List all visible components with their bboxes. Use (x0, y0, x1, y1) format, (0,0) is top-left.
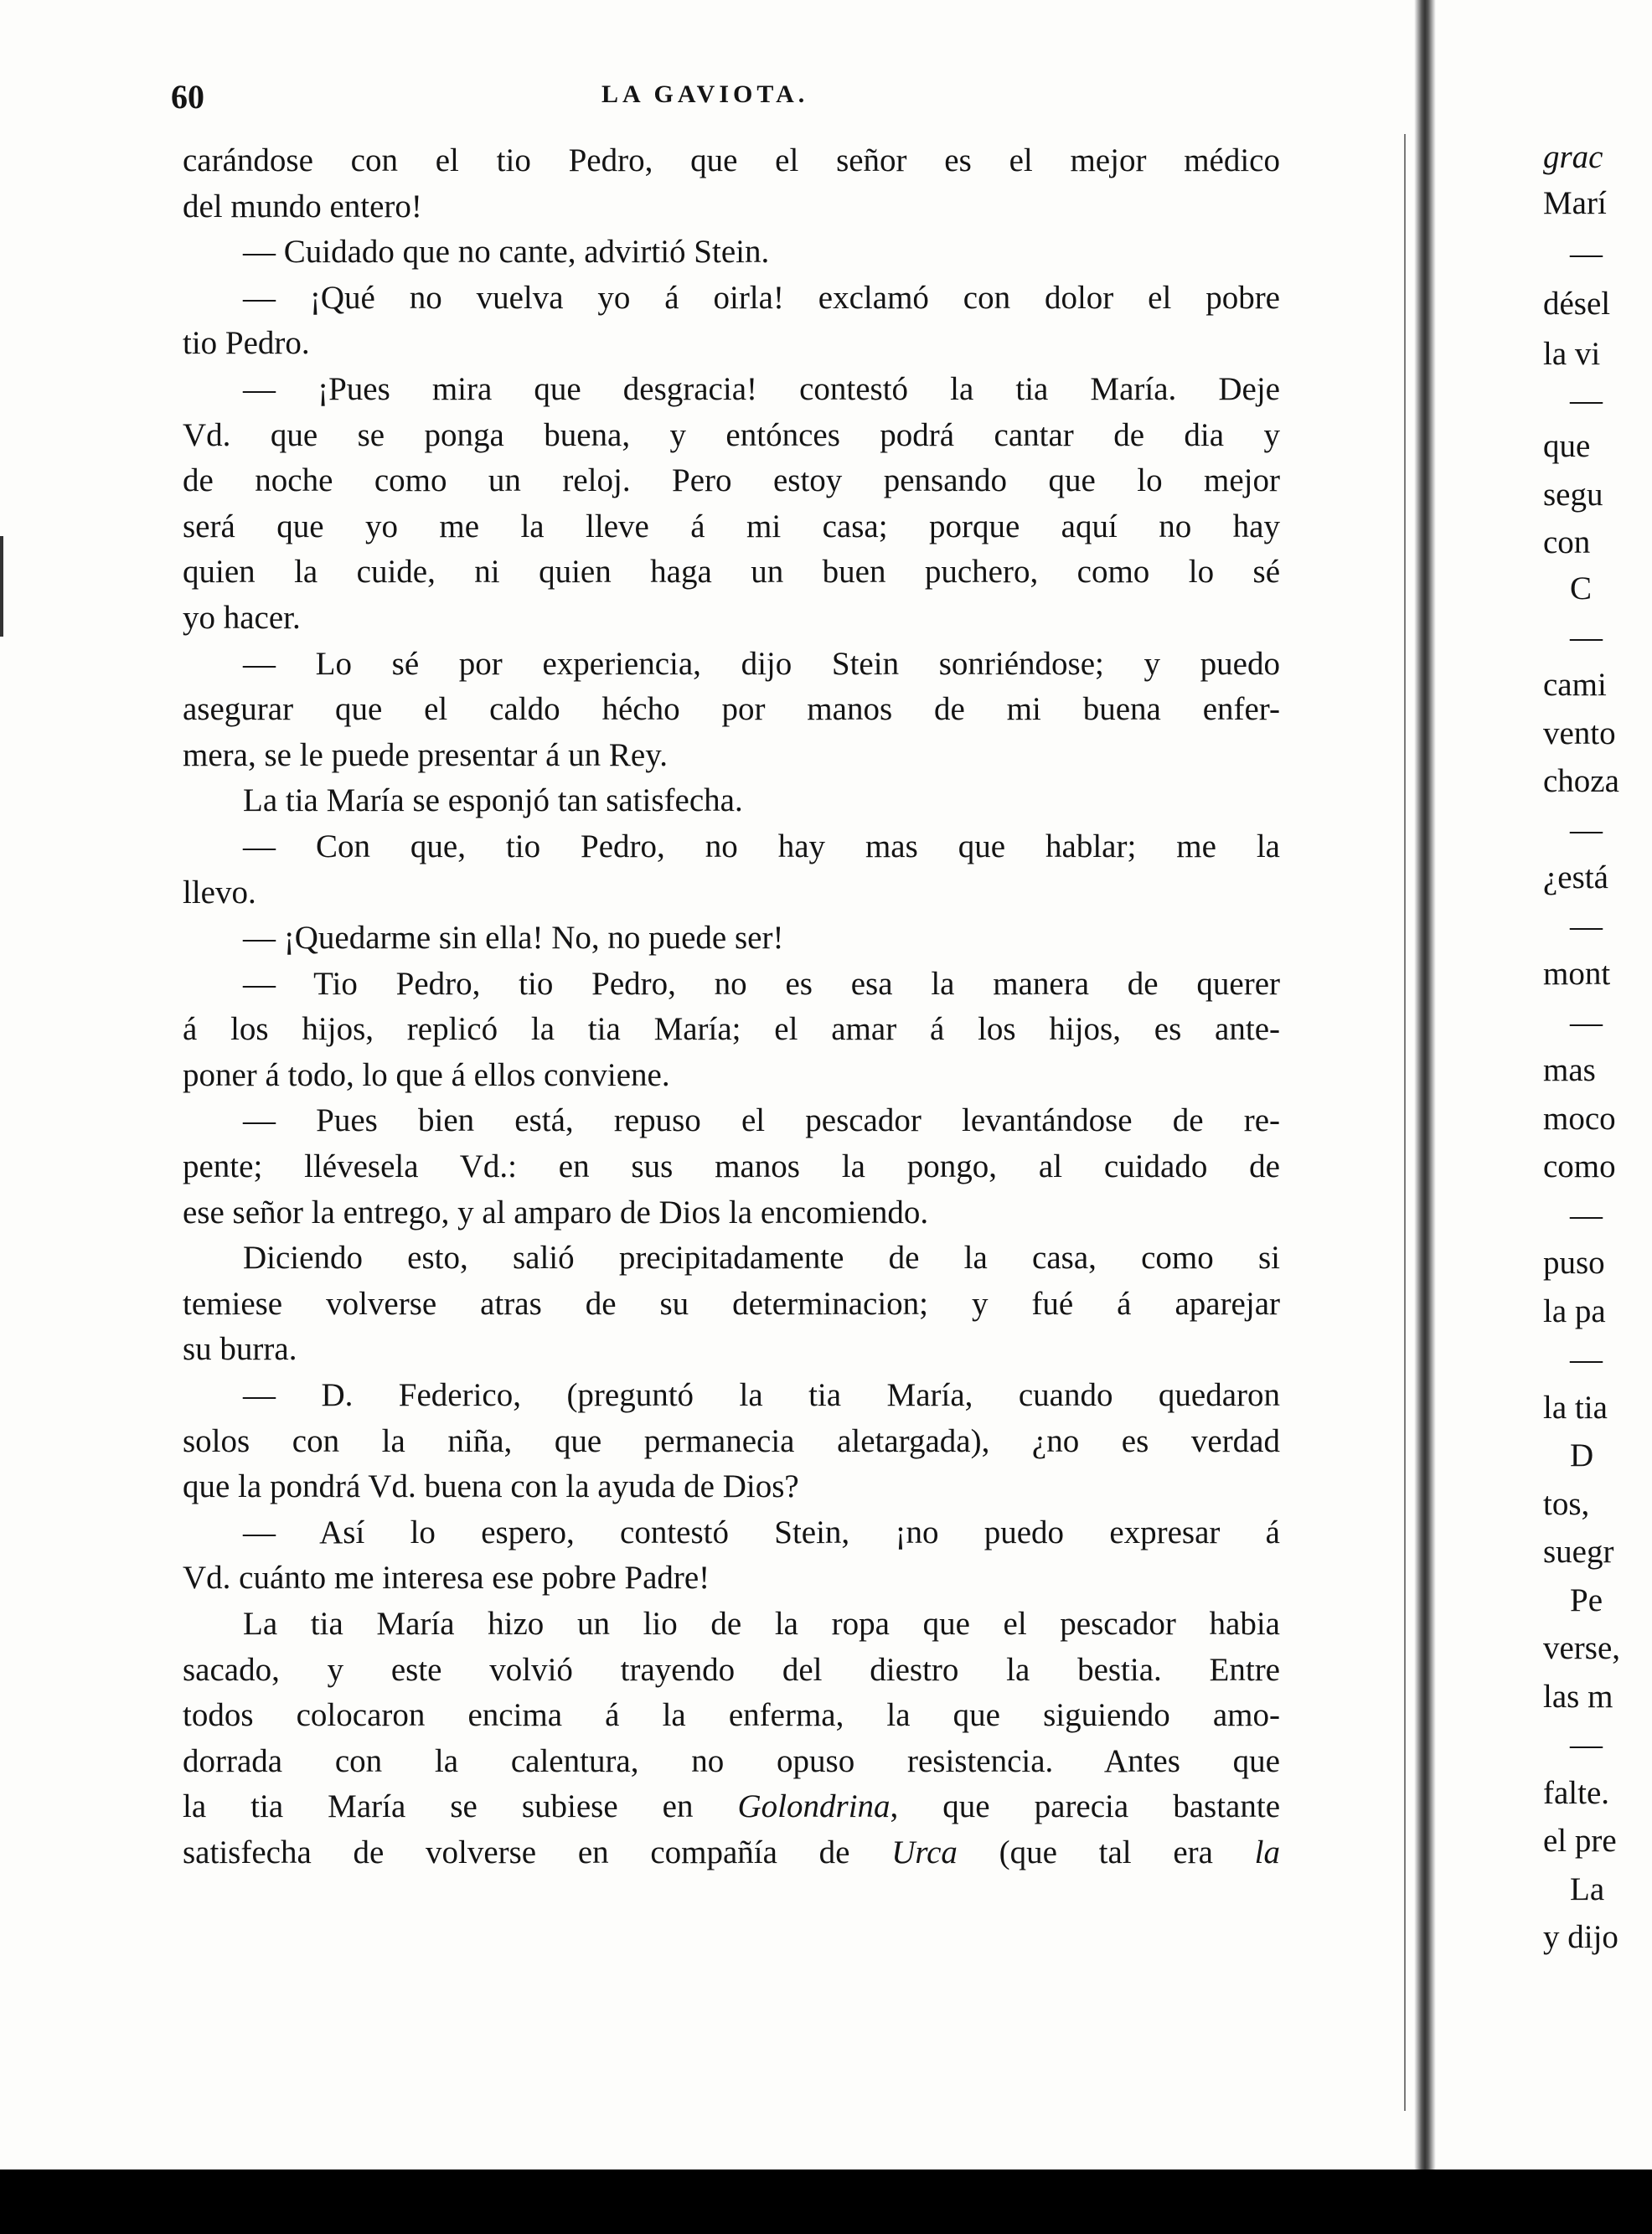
italic-word-la: la (1254, 1834, 1281, 1870)
text-fragment: mas (1543, 1052, 1596, 1088)
text-line: La tia María hizo un lio de la ropa que el pescador habia (243, 1606, 1280, 1642)
text-fragment: suegr (1543, 1534, 1614, 1570)
text-fragment: — (1570, 382, 1603, 418)
right-page-cropped (1436, 0, 1652, 2170)
text-fragment: la tia (1543, 1390, 1608, 1426)
text-line: — Con que, tio Pedro, no hay mas que hablar; me la (243, 828, 1280, 864)
text-fragment: falte. (1543, 1775, 1610, 1811)
italic-name-golondrina: Golondrina (737, 1788, 891, 1825)
text-fragment: — (1570, 908, 1603, 944)
text-line: yo hacer. (183, 599, 301, 636)
text-line: sacado, y este volvió trayendo del diestro la bestia. Entre (183, 1651, 1280, 1688)
text-segment: la tia María se subiese en (183, 1788, 694, 1825)
body-text (183, 138, 1280, 1876)
text-line: dorrada con la calentura, no opuso resistencia. Antes que (183, 1742, 1280, 1779)
text-line: su burra. (183, 1331, 297, 1368)
text-line: á los hijos, replicó la tia María; el amar á los hijos, es ante- (183, 1011, 1280, 1048)
text-segment: satisfecha de volverse en compañía de (183, 1834, 850, 1870)
text-fragment: tos, (1543, 1486, 1590, 1522)
text-fragment: — (1570, 1341, 1603, 1377)
text-line: será que yo me la lleve á mi casa; porque aquí no hay (183, 508, 1280, 544)
text-fragment: — (1570, 619, 1603, 655)
text-fragment: y dijo (1543, 1919, 1618, 1955)
page-edge-mark (0, 536, 3, 637)
text-fragment: D (1570, 1437, 1594, 1473)
text-fragment: mont (1543, 956, 1611, 992)
text-line: — D. Federico, (preguntó la tia María, cuando quedaron (243, 1377, 1280, 1414)
text-fragment: Pe (1570, 1582, 1603, 1618)
text-line: temiese volverse atras de su determinacion; y fué á aparejar (183, 1285, 1280, 1322)
text-line: Diciendo esto, salió precipitadamente de la casa, como si (243, 1240, 1280, 1277)
text-line: ese señor la entrego, y al amparo de Dios la encomiendo. (183, 1194, 929, 1231)
text-line: — ¡Quedarme sin ella! No, no puede ser! (243, 920, 784, 957)
text-fragment: que (1543, 428, 1591, 464)
text-line: Vd. que se ponga buena, y entónces podrá cantar de dia y (183, 416, 1280, 453)
text-fragment: como (1543, 1148, 1616, 1184)
text-line: solos con la niña, que permanecia aletargada), ¿no es verdad (183, 1422, 1280, 1459)
text-fragment: La (1570, 1871, 1605, 1907)
gutter-shadow (1404, 134, 1406, 2111)
italic-name-urca: Urca (891, 1834, 958, 1870)
text-fragment: choza (1543, 763, 1619, 799)
text-fragment: la vi (1543, 336, 1601, 372)
running-head: LA GAVIOTA. (601, 80, 809, 108)
text-line: — Así lo espero, contestó Stein, ¡no puedo expresar á (243, 1514, 1280, 1550)
text-fragment: la pa (1543, 1293, 1606, 1329)
text-line: — ¡Qué no vuelva yo á oirla! exclamó con dolor el pobre (243, 279, 1280, 316)
text-fragment: — (1570, 812, 1603, 848)
text-fragment: cami (1543, 667, 1607, 703)
text-line: quien la cuide, ni quien haga un buen puchero, como lo sé (183, 554, 1280, 591)
text-fragment: — (1570, 235, 1603, 271)
text-fragment: — (1570, 1004, 1603, 1040)
text-fragment: grac (1543, 139, 1603, 175)
text-line: asegurar que el caldo hécho por manos de mi buena enfer- (183, 691, 1280, 728)
text-line: tio Pedro. (183, 325, 310, 362)
text-line: que la pondrá Vd. buena con la ayuda de Dios? (183, 1468, 799, 1505)
scan-bottom-border (0, 2170, 1652, 2234)
text-fragment: C (1570, 570, 1593, 606)
text-line: — Lo sé por experiencia, dijo Stein sonriéndose; y puedo (243, 645, 1280, 682)
text-fragment: moco (1543, 1101, 1616, 1137)
text-line: mera, se le puede presentar á un Rey. (183, 736, 668, 773)
text-fragment: désel (1543, 286, 1611, 322)
text-line (183, 1784, 1280, 1830)
text-fragment: segu (1543, 477, 1603, 513)
text-line: — Cuidado que no cante, advirtió Stein. (243, 234, 770, 271)
text-fragment: vento (1543, 715, 1616, 751)
page-number: 60 (171, 78, 204, 116)
text-line: del mundo entero! (183, 188, 422, 224)
text-line: La tia María se esponjó tan satisfecha. (243, 782, 743, 819)
text-line: de noche como un reloj. Pero estoy pensando que lo mejor (183, 462, 1280, 499)
text-line (183, 1830, 1280, 1876)
text-line: Vd. cuánto me interesa ese pobre Padre! (183, 1560, 710, 1597)
text-fragment: — (1570, 1197, 1603, 1233)
text-line: llevo. (183, 874, 256, 911)
text-fragment: — (1570, 1726, 1603, 1762)
text-line: — ¡Pues mira que desgracia! contestó la tia María. Deje (243, 370, 1280, 407)
text-line: — Pues bien está, repuso el pescador levantándose de re- (243, 1102, 1280, 1139)
text-line: pente; llévesela Vd.: en sus manos la pongo, al cuidado de (183, 1148, 1280, 1185)
text-segment: (que tal era (957, 1834, 1213, 1870)
text-line: carándose con el tio Pedro, que el señor es el mejor médico (183, 142, 1280, 178)
text-fragment: con (1543, 524, 1591, 560)
text-line: poner á todo, lo que á ellos conviene. (183, 1056, 670, 1093)
text-fragment: puso (1543, 1245, 1605, 1281)
text-line: todos colocaron encima á la enferma, la que siguiendo amo- (183, 1697, 1280, 1734)
book-gutter (1414, 0, 1436, 2170)
text-line: — Tio Pedro, tio Pedro, no es esa la manera de querer (243, 965, 1280, 1002)
text-fragment: las m (1543, 1679, 1613, 1715)
text-fragment: el pre (1543, 1823, 1617, 1859)
text-fragment: verse, (1543, 1630, 1621, 1666)
text-fragment: Marí (1543, 185, 1607, 221)
text-fragment: ¿está (1543, 859, 1608, 895)
text-segment: , que parecia bastante (890, 1788, 1281, 1825)
